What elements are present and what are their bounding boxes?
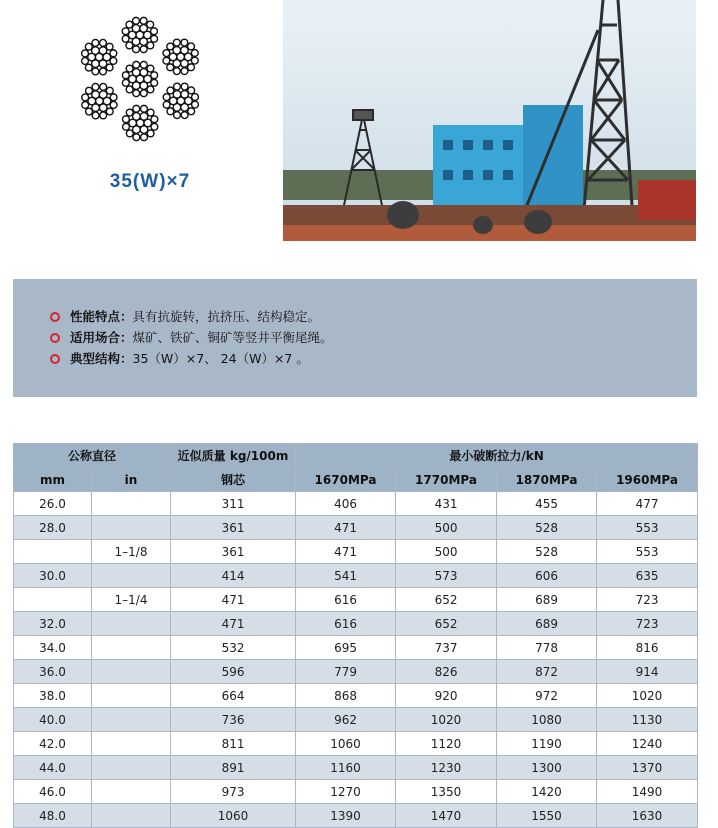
wire-strand bbox=[100, 68, 107, 75]
cell-mm: 42.0 bbox=[14, 732, 92, 756]
cell-mm: 34.0 bbox=[14, 636, 92, 660]
table-row bbox=[14, 636, 698, 660]
wire-strand bbox=[133, 90, 140, 97]
wire-strand bbox=[140, 17, 147, 24]
cell-1960: 635 bbox=[597, 564, 698, 588]
wire-strand bbox=[126, 65, 133, 72]
cell-in bbox=[92, 636, 171, 660]
cell-mm: 36.0 bbox=[14, 660, 92, 684]
wire-strand bbox=[100, 39, 107, 46]
cell-1870: 1300 bbox=[497, 756, 597, 780]
cell-1670: 471 bbox=[296, 540, 396, 564]
cell-1670: 1390 bbox=[296, 804, 396, 828]
cell-mm: 26.0 bbox=[14, 492, 92, 516]
cell-mm: 46.0 bbox=[14, 780, 92, 804]
feature-item-structure bbox=[50, 348, 333, 369]
wire-strand bbox=[86, 87, 93, 94]
cell-mass: 1060 bbox=[171, 804, 296, 828]
cell-1670: 962 bbox=[296, 708, 396, 732]
wire-strand bbox=[140, 46, 147, 53]
cell-1670: 1060 bbox=[296, 732, 396, 756]
cell-1870: 689 bbox=[497, 588, 597, 612]
cell-1770: 573 bbox=[396, 564, 497, 588]
cell-1870: 972 bbox=[497, 684, 597, 708]
cell-1670: 779 bbox=[296, 660, 396, 684]
cell-1870: 606 bbox=[497, 564, 597, 588]
cell-1870: 1550 bbox=[497, 804, 597, 828]
feature-item-application bbox=[50, 327, 333, 348]
cell-mass: 532 bbox=[171, 636, 296, 660]
cell-in bbox=[92, 756, 171, 780]
wire-strand bbox=[126, 86, 133, 93]
cell-in bbox=[92, 708, 171, 732]
wire-strand bbox=[133, 113, 141, 121]
wire-strand bbox=[123, 123, 130, 130]
cell-1960: 1490 bbox=[597, 780, 698, 804]
wire-strand bbox=[126, 130, 133, 137]
wire-strand bbox=[151, 116, 158, 123]
wire-strand bbox=[85, 43, 92, 50]
wire-strand bbox=[163, 101, 170, 108]
wire-strand bbox=[92, 112, 99, 119]
cell-mass: 596 bbox=[171, 660, 296, 684]
wire-strand bbox=[163, 94, 170, 101]
cell-in bbox=[92, 804, 171, 828]
wire-strand bbox=[147, 21, 154, 28]
cell-1670: 616 bbox=[296, 588, 396, 612]
wire-strand bbox=[126, 21, 133, 28]
wire-strand bbox=[174, 112, 181, 119]
cell-1670: 1160 bbox=[296, 756, 396, 780]
header-nominal-diameter: 公称直径 bbox=[14, 444, 171, 468]
feature-text: 具有抗旋转，抗挤压、结构稳定。 bbox=[132, 309, 321, 324]
table-row bbox=[14, 684, 698, 708]
header-grade-1870: 1870MPa bbox=[497, 468, 597, 492]
wire-strand bbox=[191, 50, 198, 57]
cell-in: 1–1/4 bbox=[92, 588, 171, 612]
table-body bbox=[14, 492, 698, 828]
cell-1770: 500 bbox=[396, 516, 497, 540]
wire-strand bbox=[82, 50, 89, 57]
cell-mm: 30.0 bbox=[14, 564, 92, 588]
cell-1960: 477 bbox=[597, 492, 698, 516]
wire-strand bbox=[147, 42, 154, 49]
cell-in: 1–1/8 bbox=[92, 540, 171, 564]
wire-strand bbox=[99, 91, 107, 99]
wire-strand bbox=[86, 108, 93, 115]
wire-strand bbox=[147, 65, 154, 72]
table-row bbox=[14, 708, 698, 732]
wire-strand bbox=[181, 83, 188, 90]
wire-strand bbox=[151, 72, 158, 79]
cell-in bbox=[92, 780, 171, 804]
wire-strand bbox=[174, 83, 181, 90]
wire-strand bbox=[133, 105, 140, 112]
table-row bbox=[14, 564, 698, 588]
cell-mm: 28.0 bbox=[14, 516, 92, 540]
feature-info-box bbox=[13, 279, 697, 397]
cell-in bbox=[92, 612, 171, 636]
wire-strand bbox=[167, 108, 174, 115]
wire-strand bbox=[151, 79, 158, 86]
cell-1870: 528 bbox=[497, 516, 597, 540]
cell-1770: 431 bbox=[396, 492, 497, 516]
header-in: in bbox=[92, 468, 171, 492]
wire-strand bbox=[181, 112, 188, 119]
rope-structure-caption: 35(W)×7 bbox=[109, 171, 191, 192]
cell-mass: 811 bbox=[171, 732, 296, 756]
cell-mass: 414 bbox=[171, 564, 296, 588]
header-grade-1670: 1670MPa bbox=[296, 468, 396, 492]
wire-strand bbox=[140, 38, 148, 46]
cell-1770: 737 bbox=[396, 636, 497, 660]
wire-strand bbox=[140, 61, 147, 68]
cell-1670: 406 bbox=[296, 492, 396, 516]
table-header-row bbox=[14, 444, 698, 468]
wire-strand bbox=[192, 94, 199, 101]
header-mm: mm bbox=[14, 468, 92, 492]
wire-strand bbox=[181, 47, 189, 55]
wire-strand bbox=[163, 50, 170, 57]
wire-strand bbox=[122, 35, 129, 42]
feature-item-performance bbox=[50, 306, 333, 327]
cell-1870: 1080 bbox=[497, 708, 597, 732]
table-subheader-row bbox=[14, 468, 698, 492]
cell-1870: 872 bbox=[497, 660, 597, 684]
cell-1770: 1120 bbox=[396, 732, 497, 756]
table-row bbox=[14, 780, 698, 804]
wire-strand bbox=[173, 68, 180, 75]
wire-strand bbox=[92, 47, 100, 55]
wire-strand bbox=[188, 64, 195, 71]
wire-strand bbox=[82, 102, 89, 109]
wire-strand bbox=[181, 91, 189, 99]
wire-strand bbox=[110, 57, 117, 64]
cell-1770: 1020 bbox=[396, 708, 497, 732]
table-row bbox=[14, 660, 698, 684]
wire-strand bbox=[106, 64, 113, 71]
cell-mass: 361 bbox=[171, 540, 296, 564]
cell-1960: 1130 bbox=[597, 708, 698, 732]
cell-1770: 500 bbox=[396, 540, 497, 564]
wire-strand bbox=[133, 46, 140, 53]
table-row bbox=[14, 516, 698, 540]
wire-strand bbox=[151, 28, 158, 35]
wire-strand bbox=[181, 39, 188, 46]
wire-strand bbox=[167, 43, 174, 50]
wire-strand bbox=[163, 57, 170, 64]
wire-strand bbox=[140, 90, 147, 97]
wire-strand bbox=[106, 108, 113, 115]
wire-strand bbox=[141, 134, 148, 141]
wire-strand bbox=[147, 86, 154, 93]
wire-strand bbox=[110, 50, 117, 57]
wire-strand bbox=[92, 68, 99, 75]
wire-strand bbox=[122, 72, 129, 79]
cell-mass: 736 bbox=[171, 708, 296, 732]
cell-mm bbox=[14, 588, 92, 612]
cell-1870: 778 bbox=[497, 636, 597, 660]
wire-strand bbox=[192, 101, 199, 108]
header-approx-mass: 近似质量 kg/100m bbox=[171, 444, 296, 468]
feature-label: 适用场合： bbox=[70, 330, 133, 345]
wire-strand bbox=[99, 47, 107, 55]
cell-mm: 40.0 bbox=[14, 708, 92, 732]
cell-1960: 1020 bbox=[597, 684, 698, 708]
cell-1670: 695 bbox=[296, 636, 396, 660]
cell-1770: 920 bbox=[396, 684, 497, 708]
cell-mass: 973 bbox=[171, 780, 296, 804]
cell-1770: 652 bbox=[396, 588, 497, 612]
cell-1770: 1470 bbox=[396, 804, 497, 828]
cell-1670: 471 bbox=[296, 516, 396, 540]
cell-mm: 38.0 bbox=[14, 684, 92, 708]
wire-strand bbox=[147, 130, 154, 137]
header-min-breaking-force: 最小破断拉力/kN bbox=[296, 444, 698, 468]
wire-strand bbox=[133, 134, 140, 141]
cell-1770: 826 bbox=[396, 660, 497, 684]
wire-strand bbox=[92, 83, 99, 90]
cell-1870: 455 bbox=[497, 492, 597, 516]
table-row bbox=[14, 612, 698, 636]
bullet-icon bbox=[50, 333, 60, 343]
cell-in bbox=[92, 492, 171, 516]
cell-1870: 528 bbox=[497, 540, 597, 564]
cell-1770: 1350 bbox=[396, 780, 497, 804]
wire-strand bbox=[82, 94, 89, 101]
wire-strand bbox=[147, 109, 154, 116]
cell-1960: 723 bbox=[597, 612, 698, 636]
wire-strand bbox=[167, 64, 174, 71]
wire-strand bbox=[122, 79, 129, 86]
cell-in bbox=[92, 516, 171, 540]
cell-1960: 553 bbox=[597, 516, 698, 540]
wire-strand bbox=[188, 108, 195, 115]
cell-mass: 361 bbox=[171, 516, 296, 540]
table-row bbox=[14, 732, 698, 756]
wire-strand bbox=[126, 109, 133, 116]
table-row bbox=[14, 756, 698, 780]
header-grade-1960: 1960MPa bbox=[597, 468, 698, 492]
cell-mm: 44.0 bbox=[14, 756, 92, 780]
feature-text: 煤矿、铁矿、铜矿等竖井平衡尾绳。 bbox=[132, 330, 333, 345]
wire-strand bbox=[92, 39, 99, 46]
header-grade-1770: 1770MPa bbox=[396, 468, 497, 492]
wire-strand bbox=[173, 39, 180, 46]
cell-mm: 32.0 bbox=[14, 612, 92, 636]
cell-in bbox=[92, 684, 171, 708]
cell-1870: 689 bbox=[497, 612, 597, 636]
wire-strand bbox=[106, 43, 113, 50]
cell-mm bbox=[14, 540, 92, 564]
cell-in bbox=[92, 660, 171, 684]
cell-mm: 48.0 bbox=[14, 804, 92, 828]
cell-mass: 311 bbox=[171, 492, 296, 516]
cell-in bbox=[92, 564, 171, 588]
wire-strand bbox=[188, 87, 195, 94]
table-row bbox=[14, 804, 698, 828]
cell-1960: 816 bbox=[597, 636, 698, 660]
wire-strand bbox=[151, 123, 158, 130]
cell-1960: 553 bbox=[597, 540, 698, 564]
cell-mass: 471 bbox=[171, 612, 296, 636]
wire-strand bbox=[141, 105, 148, 112]
wire-strand bbox=[92, 91, 100, 99]
cell-mass: 891 bbox=[171, 756, 296, 780]
wire-strand bbox=[181, 60, 189, 68]
feature-text: 35（W）×7、 24（W）×7 。 bbox=[132, 351, 309, 366]
cell-1870: 1190 bbox=[497, 732, 597, 756]
cell-1670: 868 bbox=[296, 684, 396, 708]
wire-strand bbox=[100, 83, 107, 90]
table-row bbox=[14, 492, 698, 516]
rope-spec-table bbox=[13, 443, 698, 828]
feature-list bbox=[50, 306, 333, 369]
feature-label: 性能特点： bbox=[70, 309, 133, 324]
wire-strand bbox=[181, 68, 188, 75]
rope-cross-section-figure bbox=[50, 0, 230, 158]
cell-mass: 471 bbox=[171, 588, 296, 612]
wire-strand bbox=[151, 35, 158, 42]
bullet-icon bbox=[50, 354, 60, 364]
wire-strand bbox=[167, 87, 174, 94]
wire-strand bbox=[133, 61, 140, 68]
cell-1960: 1630 bbox=[597, 804, 698, 828]
wire-strand bbox=[122, 28, 129, 35]
cell-1960: 914 bbox=[597, 660, 698, 684]
cell-1670: 1270 bbox=[296, 780, 396, 804]
bullet-icon bbox=[50, 312, 60, 322]
cell-1670: 541 bbox=[296, 564, 396, 588]
cell-1960: 1370 bbox=[597, 756, 698, 780]
header-core: 钢芯 bbox=[171, 468, 296, 492]
feature-label: 典型结构： bbox=[70, 351, 133, 366]
wire-strand bbox=[82, 58, 89, 65]
wire-strand bbox=[126, 42, 133, 49]
wire-strand bbox=[106, 87, 113, 94]
wire-strand bbox=[133, 17, 140, 24]
cell-1670: 616 bbox=[296, 612, 396, 636]
cell-1870: 1420 bbox=[497, 780, 597, 804]
wire-strand bbox=[122, 116, 129, 123]
cell-1770: 1230 bbox=[396, 756, 497, 780]
cell-in bbox=[92, 732, 171, 756]
cell-mass: 664 bbox=[171, 684, 296, 708]
cell-1770: 652 bbox=[396, 612, 497, 636]
wire-strand bbox=[181, 104, 189, 112]
cell-1960: 723 bbox=[597, 588, 698, 612]
wire-strand bbox=[110, 101, 117, 108]
cell-1960: 1240 bbox=[597, 732, 698, 756]
wire-strand bbox=[110, 94, 117, 101]
mine-headframe-photo bbox=[283, 0, 696, 241]
wire-strand bbox=[85, 64, 92, 71]
wire-strand bbox=[191, 57, 198, 64]
wire-strand bbox=[188, 43, 195, 50]
table-row bbox=[14, 588, 698, 612]
table-row bbox=[14, 540, 698, 564]
wire-strand bbox=[100, 112, 107, 119]
